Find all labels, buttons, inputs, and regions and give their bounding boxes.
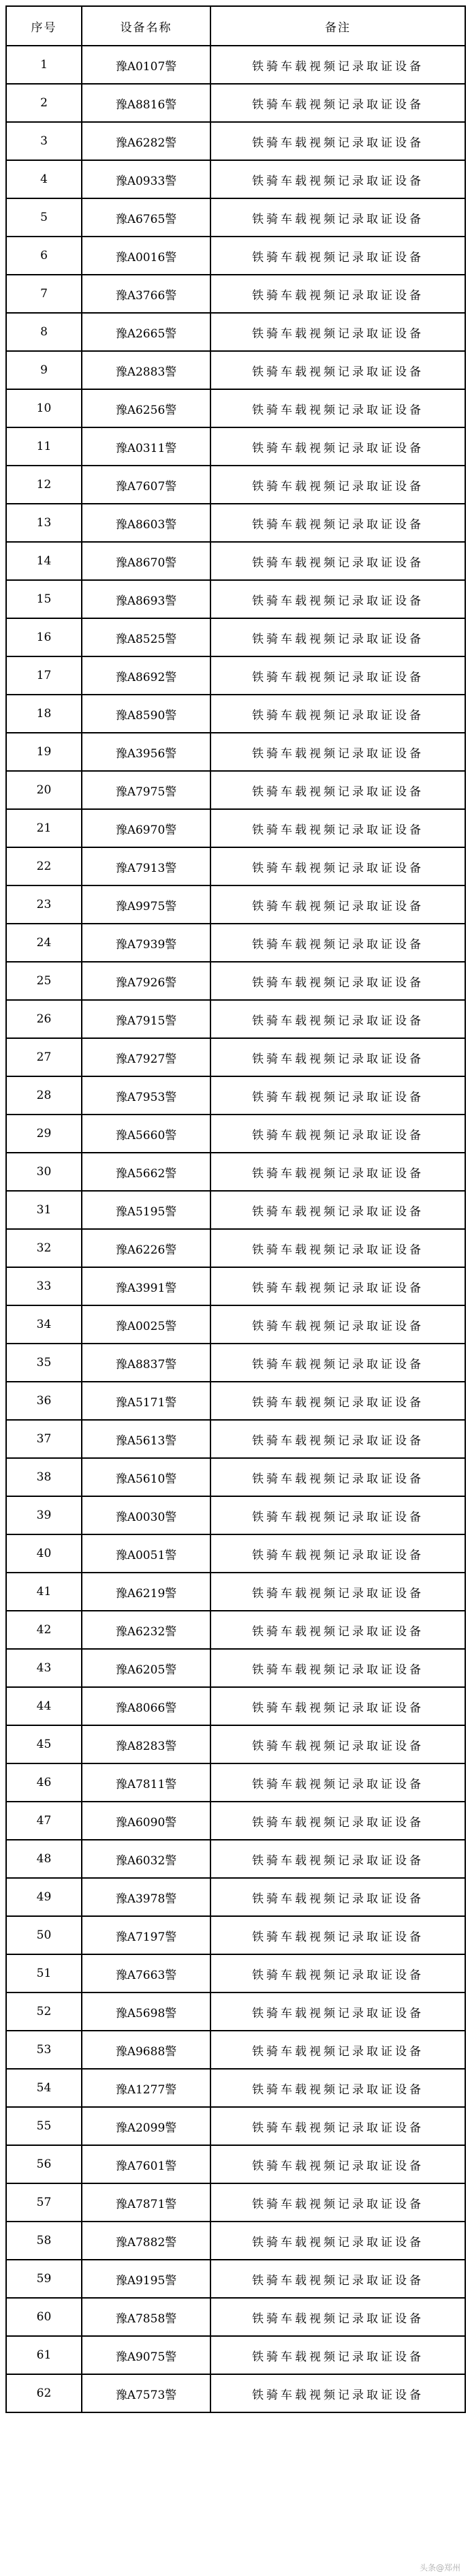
cell-device-name: 豫A0311警 bbox=[82, 427, 210, 466]
device-table bbox=[5, 5, 466, 2413]
table-row bbox=[6, 198, 465, 237]
cell-remark: 铁骑车载视频记录取证设备 bbox=[210, 389, 465, 427]
cell-index: 22 bbox=[6, 847, 82, 885]
cell-remark: 铁骑车载视频记录取证设备 bbox=[210, 542, 465, 580]
cell-device-name: 豫A6765警 bbox=[82, 198, 210, 237]
cell-index: 37 bbox=[6, 1420, 82, 1458]
table-row bbox=[6, 2107, 465, 2145]
cell-index: 17 bbox=[6, 656, 82, 695]
cell-device-name: 豫A1277警 bbox=[82, 2069, 210, 2107]
cell-device-name: 豫A6090警 bbox=[82, 1802, 210, 1840]
cell-index: 51 bbox=[6, 1954, 82, 1992]
header-row bbox=[6, 6, 465, 46]
cell-device-name: 豫A5610警 bbox=[82, 1458, 210, 1496]
cell-remark: 铁骑车载视频记录取证设备 bbox=[210, 1725, 465, 1763]
cell-index: 2 bbox=[6, 84, 82, 122]
cell-index: 21 bbox=[6, 809, 82, 847]
table-row bbox=[6, 1305, 465, 1344]
table-row bbox=[6, 1458, 465, 1496]
cell-index: 49 bbox=[6, 1878, 82, 1916]
cell-remark: 铁骑车载视频记录取证设备 bbox=[210, 1649, 465, 1687]
cell-index: 28 bbox=[6, 1076, 82, 1115]
cell-index: 38 bbox=[6, 1458, 82, 1496]
cell-index: 4 bbox=[6, 160, 82, 198]
cell-index: 3 bbox=[6, 122, 82, 160]
cell-index: 11 bbox=[6, 427, 82, 466]
cell-remark: 铁骑车载视频记录取证设备 bbox=[210, 1763, 465, 1802]
table-row bbox=[6, 389, 465, 427]
cell-index: 45 bbox=[6, 1725, 82, 1763]
cell-device-name: 豫A8693警 bbox=[82, 580, 210, 618]
table-row bbox=[6, 847, 465, 885]
cell-device-name: 豫A3766警 bbox=[82, 275, 210, 313]
cell-remark: 铁骑车载视频记录取证设备 bbox=[210, 1344, 465, 1382]
cell-remark: 铁骑车载视频记录取证设备 bbox=[210, 695, 465, 733]
cell-device-name: 豫A7915警 bbox=[82, 1000, 210, 1038]
cell-device-name: 豫A7663警 bbox=[82, 1954, 210, 1992]
cell-index: 20 bbox=[6, 771, 82, 809]
cell-device-name: 豫A8837警 bbox=[82, 1344, 210, 1382]
cell-index: 26 bbox=[6, 1000, 82, 1038]
cell-index: 30 bbox=[6, 1153, 82, 1191]
cell-index: 43 bbox=[6, 1649, 82, 1687]
cell-remark: 铁骑车载视频记录取证设备 bbox=[210, 198, 465, 237]
cell-device-name: 豫A3991警 bbox=[82, 1267, 210, 1305]
cell-remark: 铁骑车载视频记录取证设备 bbox=[210, 847, 465, 885]
cell-remark: 铁骑车载视频记录取证设备 bbox=[210, 466, 465, 504]
cell-device-name: 豫A7607警 bbox=[82, 466, 210, 504]
cell-index: 54 bbox=[6, 2069, 82, 2107]
cell-remark: 铁骑车载视频记录取证设备 bbox=[210, 809, 465, 847]
table-row bbox=[6, 2374, 465, 2412]
cell-remark: 铁骑车载视频记录取证设备 bbox=[210, 962, 465, 1000]
cell-index: 39 bbox=[6, 1496, 82, 1534]
cell-index: 42 bbox=[6, 1611, 82, 1649]
cell-index: 19 bbox=[6, 733, 82, 771]
cell-index: 44 bbox=[6, 1687, 82, 1725]
cell-device-name: 豫A5171警 bbox=[82, 1382, 210, 1420]
cell-remark: 铁骑车载视频记录取证设备 bbox=[210, 924, 465, 962]
cell-remark: 铁骑车载视频记录取证设备 bbox=[210, 46, 465, 84]
table-body bbox=[6, 46, 465, 2412]
table-row bbox=[6, 46, 465, 84]
table-row bbox=[6, 237, 465, 275]
cell-remark: 铁骑车载视频记录取证设备 bbox=[210, 1611, 465, 1649]
cell-device-name: 豫A6219警 bbox=[82, 1573, 210, 1611]
cell-index: 46 bbox=[6, 1763, 82, 1802]
table-row bbox=[6, 1916, 465, 1954]
cell-remark: 铁骑车载视频记录取证设备 bbox=[210, 275, 465, 313]
cell-device-name: 豫A0051警 bbox=[82, 1534, 210, 1573]
cell-device-name: 豫A5698警 bbox=[82, 1992, 210, 2031]
cell-device-name: 豫A6205警 bbox=[82, 1649, 210, 1687]
cell-device-name: 豫A5662警 bbox=[82, 1153, 210, 1191]
cell-device-name: 豫A6282警 bbox=[82, 122, 210, 160]
cell-device-name: 豫A8283警 bbox=[82, 1725, 210, 1763]
cell-remark: 铁骑车载视频记录取证设备 bbox=[210, 2260, 465, 2298]
table-row bbox=[6, 2069, 465, 2107]
cell-index: 1 bbox=[6, 46, 82, 84]
table-row bbox=[6, 809, 465, 847]
table-row bbox=[6, 695, 465, 733]
cell-remark: 铁骑车载视频记录取证设备 bbox=[210, 1420, 465, 1458]
table-row bbox=[6, 733, 465, 771]
table-row bbox=[6, 1000, 465, 1038]
cell-remark: 铁骑车载视频记录取证设备 bbox=[210, 122, 465, 160]
cell-device-name: 豫A7926警 bbox=[82, 962, 210, 1000]
cell-index: 41 bbox=[6, 1573, 82, 1611]
cell-remark: 铁骑车载视频记录取证设备 bbox=[210, 351, 465, 389]
table-row bbox=[6, 1840, 465, 1878]
table-row bbox=[6, 1725, 465, 1763]
table-row bbox=[6, 656, 465, 695]
table-row bbox=[6, 1573, 465, 1611]
cell-remark: 铁骑车载视频记录取证设备 bbox=[210, 1267, 465, 1305]
cell-device-name: 豫A9975警 bbox=[82, 885, 210, 924]
cell-index: 9 bbox=[6, 351, 82, 389]
cell-remark: 铁骑车载视频记录取证设备 bbox=[210, 1687, 465, 1725]
table-row bbox=[6, 2260, 465, 2298]
cell-device-name: 豫A2099警 bbox=[82, 2107, 210, 2145]
table-row bbox=[6, 2031, 465, 2069]
cell-index: 62 bbox=[6, 2374, 82, 2412]
cell-device-name: 豫A8066警 bbox=[82, 1687, 210, 1725]
cell-device-name: 豫A7573警 bbox=[82, 2374, 210, 2412]
cell-index: 5 bbox=[6, 198, 82, 237]
table-row bbox=[6, 1229, 465, 1267]
table-row bbox=[6, 504, 465, 542]
table-row bbox=[6, 1802, 465, 1840]
cell-device-name: 豫A0933警 bbox=[82, 160, 210, 198]
cell-device-name: 豫A5660警 bbox=[82, 1115, 210, 1153]
cell-device-name: 豫A2883警 bbox=[82, 351, 210, 389]
table-row bbox=[6, 2336, 465, 2374]
cell-remark: 铁骑车载视频记录取证设备 bbox=[210, 1153, 465, 1191]
table-row bbox=[6, 618, 465, 656]
cell-remark: 铁骑车载视频记录取证设备 bbox=[210, 1916, 465, 1954]
cell-remark: 铁骑车载视频记录取证设备 bbox=[210, 1458, 465, 1496]
cell-remark: 铁骑车载视频记录取证设备 bbox=[210, 1000, 465, 1038]
cell-index: 52 bbox=[6, 1992, 82, 2031]
cell-remark: 铁骑车载视频记录取证设备 bbox=[210, 2031, 465, 2069]
cell-index: 32 bbox=[6, 1229, 82, 1267]
table-row bbox=[6, 580, 465, 618]
cell-index: 50 bbox=[6, 1916, 82, 1954]
cell-index: 6 bbox=[6, 237, 82, 275]
cell-device-name: 豫A6226警 bbox=[82, 1229, 210, 1267]
cell-remark: 铁骑车载视频记录取证设备 bbox=[210, 1954, 465, 1992]
cell-remark: 铁骑车载视频记录取证设备 bbox=[210, 2222, 465, 2260]
cell-device-name: 豫A6232警 bbox=[82, 1611, 210, 1649]
cell-index: 12 bbox=[6, 466, 82, 504]
cell-device-name: 豫A5613警 bbox=[82, 1420, 210, 1458]
table-row bbox=[6, 1763, 465, 1802]
cell-remark: 铁骑车载视频记录取证设备 bbox=[210, 84, 465, 122]
table-row bbox=[6, 84, 465, 122]
cell-remark: 铁骑车载视频记录取证设备 bbox=[210, 2069, 465, 2107]
table-row bbox=[6, 1611, 465, 1649]
cell-remark: 铁骑车载视频记录取证设备 bbox=[210, 160, 465, 198]
cell-index: 53 bbox=[6, 2031, 82, 2069]
cell-index: 29 bbox=[6, 1115, 82, 1153]
table-row bbox=[6, 771, 465, 809]
cell-index: 33 bbox=[6, 1267, 82, 1305]
table-row bbox=[6, 2183, 465, 2222]
cell-device-name: 豫A6256警 bbox=[82, 389, 210, 427]
cell-device-name: 豫A7939警 bbox=[82, 924, 210, 962]
table-row bbox=[6, 1344, 465, 1382]
table-row bbox=[6, 160, 465, 198]
cell-device-name: 豫A0025警 bbox=[82, 1305, 210, 1344]
cell-remark: 铁骑车载视频记录取证设备 bbox=[210, 2336, 465, 2374]
cell-device-name: 豫A7953警 bbox=[82, 1076, 210, 1115]
cell-remark: 铁骑车载视频记录取证设备 bbox=[210, 771, 465, 809]
cell-index: 60 bbox=[6, 2298, 82, 2336]
cell-index: 24 bbox=[6, 924, 82, 962]
cell-index: 36 bbox=[6, 1382, 82, 1420]
cell-remark: 铁骑车载视频记录取证设备 bbox=[210, 1992, 465, 2031]
table-row bbox=[6, 924, 465, 962]
cell-index: 40 bbox=[6, 1534, 82, 1573]
cell-index: 57 bbox=[6, 2183, 82, 2222]
cell-index: 10 bbox=[6, 389, 82, 427]
cell-index: 15 bbox=[6, 580, 82, 618]
table-row bbox=[6, 542, 465, 580]
table-row bbox=[6, 1878, 465, 1916]
table-row bbox=[6, 427, 465, 466]
cell-device-name: 豫A3956警 bbox=[82, 733, 210, 771]
cell-index: 58 bbox=[6, 2222, 82, 2260]
table-row bbox=[6, 1992, 465, 2031]
cell-index: 34 bbox=[6, 1305, 82, 1344]
cell-device-name: 豫A7871警 bbox=[82, 2183, 210, 2222]
cell-index: 7 bbox=[6, 275, 82, 313]
header-index: 序号 bbox=[6, 6, 82, 46]
cell-device-name: 豫A8525警 bbox=[82, 618, 210, 656]
cell-device-name: 豫A7882警 bbox=[82, 2222, 210, 2260]
cell-remark: 铁骑车载视频记录取证设备 bbox=[210, 237, 465, 275]
cell-device-name: 豫A6970警 bbox=[82, 809, 210, 847]
cell-device-name: 豫A9195警 bbox=[82, 2260, 210, 2298]
table-row bbox=[6, 885, 465, 924]
cell-remark: 铁骑车载视频记录取证设备 bbox=[210, 2374, 465, 2412]
cell-index: 27 bbox=[6, 1038, 82, 1076]
table-row bbox=[6, 122, 465, 160]
cell-index: 59 bbox=[6, 2260, 82, 2298]
cell-remark: 铁骑车载视频记录取证设备 bbox=[210, 1229, 465, 1267]
cell-remark: 铁骑车载视频记录取证设备 bbox=[210, 1305, 465, 1344]
table-row bbox=[6, 275, 465, 313]
cell-remark: 铁骑车载视频记录取证设备 bbox=[210, 2145, 465, 2183]
cell-remark: 铁骑车载视频记录取证设备 bbox=[210, 1573, 465, 1611]
cell-index: 55 bbox=[6, 2107, 82, 2145]
cell-index: 14 bbox=[6, 542, 82, 580]
table-header bbox=[6, 6, 465, 46]
table-row bbox=[6, 2298, 465, 2336]
table-row bbox=[6, 1038, 465, 1076]
table-row bbox=[6, 1076, 465, 1115]
cell-device-name: 豫A8692警 bbox=[82, 656, 210, 695]
cell-device-name: 豫A7975警 bbox=[82, 771, 210, 809]
table-row bbox=[6, 1420, 465, 1458]
cell-remark: 铁骑车载视频记录取证设备 bbox=[210, 656, 465, 695]
cell-index: 18 bbox=[6, 695, 82, 733]
cell-device-name: 豫A3978警 bbox=[82, 1878, 210, 1916]
cell-remark: 铁骑车载视频记录取证设备 bbox=[210, 1076, 465, 1115]
cell-device-name: 豫A7601警 bbox=[82, 2145, 210, 2183]
cell-index: 31 bbox=[6, 1191, 82, 1229]
cell-index: 61 bbox=[6, 2336, 82, 2374]
table-row bbox=[6, 2145, 465, 2183]
table-row bbox=[6, 1153, 465, 1191]
cell-remark: 铁骑车载视频记录取证设备 bbox=[210, 1115, 465, 1153]
header-device-name: 设备名称 bbox=[82, 6, 210, 46]
header-remark: 备注 bbox=[210, 6, 465, 46]
cell-remark: 铁骑车载视频记录取证设备 bbox=[210, 313, 465, 351]
table-row bbox=[6, 1954, 465, 1992]
cell-index: 25 bbox=[6, 962, 82, 1000]
table-row bbox=[6, 351, 465, 389]
cell-device-name: 豫A8816警 bbox=[82, 84, 210, 122]
cell-remark: 铁骑车载视频记录取证设备 bbox=[210, 1382, 465, 1420]
cell-device-name: 豫A7811警 bbox=[82, 1763, 210, 1802]
table-row bbox=[6, 1267, 465, 1305]
cell-remark: 铁骑车载视频记录取证设备 bbox=[210, 504, 465, 542]
cell-index: 16 bbox=[6, 618, 82, 656]
cell-device-name: 豫A8590警 bbox=[82, 695, 210, 733]
cell-device-name: 豫A7858警 bbox=[82, 2298, 210, 2336]
cell-device-name: 豫A7913警 bbox=[82, 847, 210, 885]
cell-remark: 铁骑车载视频记录取证设备 bbox=[210, 1496, 465, 1534]
cell-index: 8 bbox=[6, 313, 82, 351]
cell-device-name: 豫A9688警 bbox=[82, 2031, 210, 2069]
watermark: 头条@郑州 bbox=[419, 2563, 460, 2573]
cell-remark: 铁骑车载视频记录取证设备 bbox=[210, 1878, 465, 1916]
cell-index: 48 bbox=[6, 1840, 82, 1878]
cell-device-name: 豫A0030警 bbox=[82, 1496, 210, 1534]
cell-remark: 铁骑车载视频记录取证设备 bbox=[210, 1840, 465, 1878]
cell-device-name: 豫A6032警 bbox=[82, 1840, 210, 1878]
cell-index: 13 bbox=[6, 504, 82, 542]
table-row bbox=[6, 1496, 465, 1534]
cell-device-name: 豫A7927警 bbox=[82, 1038, 210, 1076]
cell-remark: 铁骑车载视频记录取证设备 bbox=[210, 1534, 465, 1573]
cell-remark: 铁骑车载视频记录取证设备 bbox=[210, 1191, 465, 1229]
table-row bbox=[6, 313, 465, 351]
table-row bbox=[6, 1649, 465, 1687]
cell-index: 47 bbox=[6, 1802, 82, 1840]
cell-remark: 铁骑车载视频记录取证设备 bbox=[210, 427, 465, 466]
cell-device-name: 豫A5195警 bbox=[82, 1191, 210, 1229]
cell-remark: 铁骑车载视频记录取证设备 bbox=[210, 1802, 465, 1840]
cell-device-name: 豫A7197警 bbox=[82, 1916, 210, 1954]
cell-remark: 铁骑车载视频记录取证设备 bbox=[210, 2107, 465, 2145]
cell-remark: 铁骑车载视频记录取证设备 bbox=[210, 618, 465, 656]
cell-index: 35 bbox=[6, 1344, 82, 1382]
table-row bbox=[6, 1115, 465, 1153]
cell-device-name: 豫A8670警 bbox=[82, 542, 210, 580]
table-row bbox=[6, 2222, 465, 2260]
table-row bbox=[6, 1382, 465, 1420]
cell-index: 56 bbox=[6, 2145, 82, 2183]
cell-remark: 铁骑车载视频记录取证设备 bbox=[210, 885, 465, 924]
cell-remark: 铁骑车载视频记录取证设备 bbox=[210, 733, 465, 771]
cell-device-name: 豫A2665警 bbox=[82, 313, 210, 351]
table-row bbox=[6, 962, 465, 1000]
cell-remark: 铁骑车载视频记录取证设备 bbox=[210, 2183, 465, 2222]
cell-device-name: 豫A8603警 bbox=[82, 504, 210, 542]
cell-index: 23 bbox=[6, 885, 82, 924]
table-row bbox=[6, 1191, 465, 1229]
cell-remark: 铁骑车载视频记录取证设备 bbox=[210, 2298, 465, 2336]
cell-device-name: 豫A0016警 bbox=[82, 237, 210, 275]
table-row bbox=[6, 1687, 465, 1725]
cell-device-name: 豫A9075警 bbox=[82, 2336, 210, 2374]
cell-device-name: 豫A0107警 bbox=[82, 46, 210, 84]
table-row bbox=[6, 1534, 465, 1573]
cell-remark: 铁骑车载视频记录取证设备 bbox=[210, 1038, 465, 1076]
table-row bbox=[6, 466, 465, 504]
cell-remark: 铁骑车载视频记录取证设备 bbox=[210, 580, 465, 618]
